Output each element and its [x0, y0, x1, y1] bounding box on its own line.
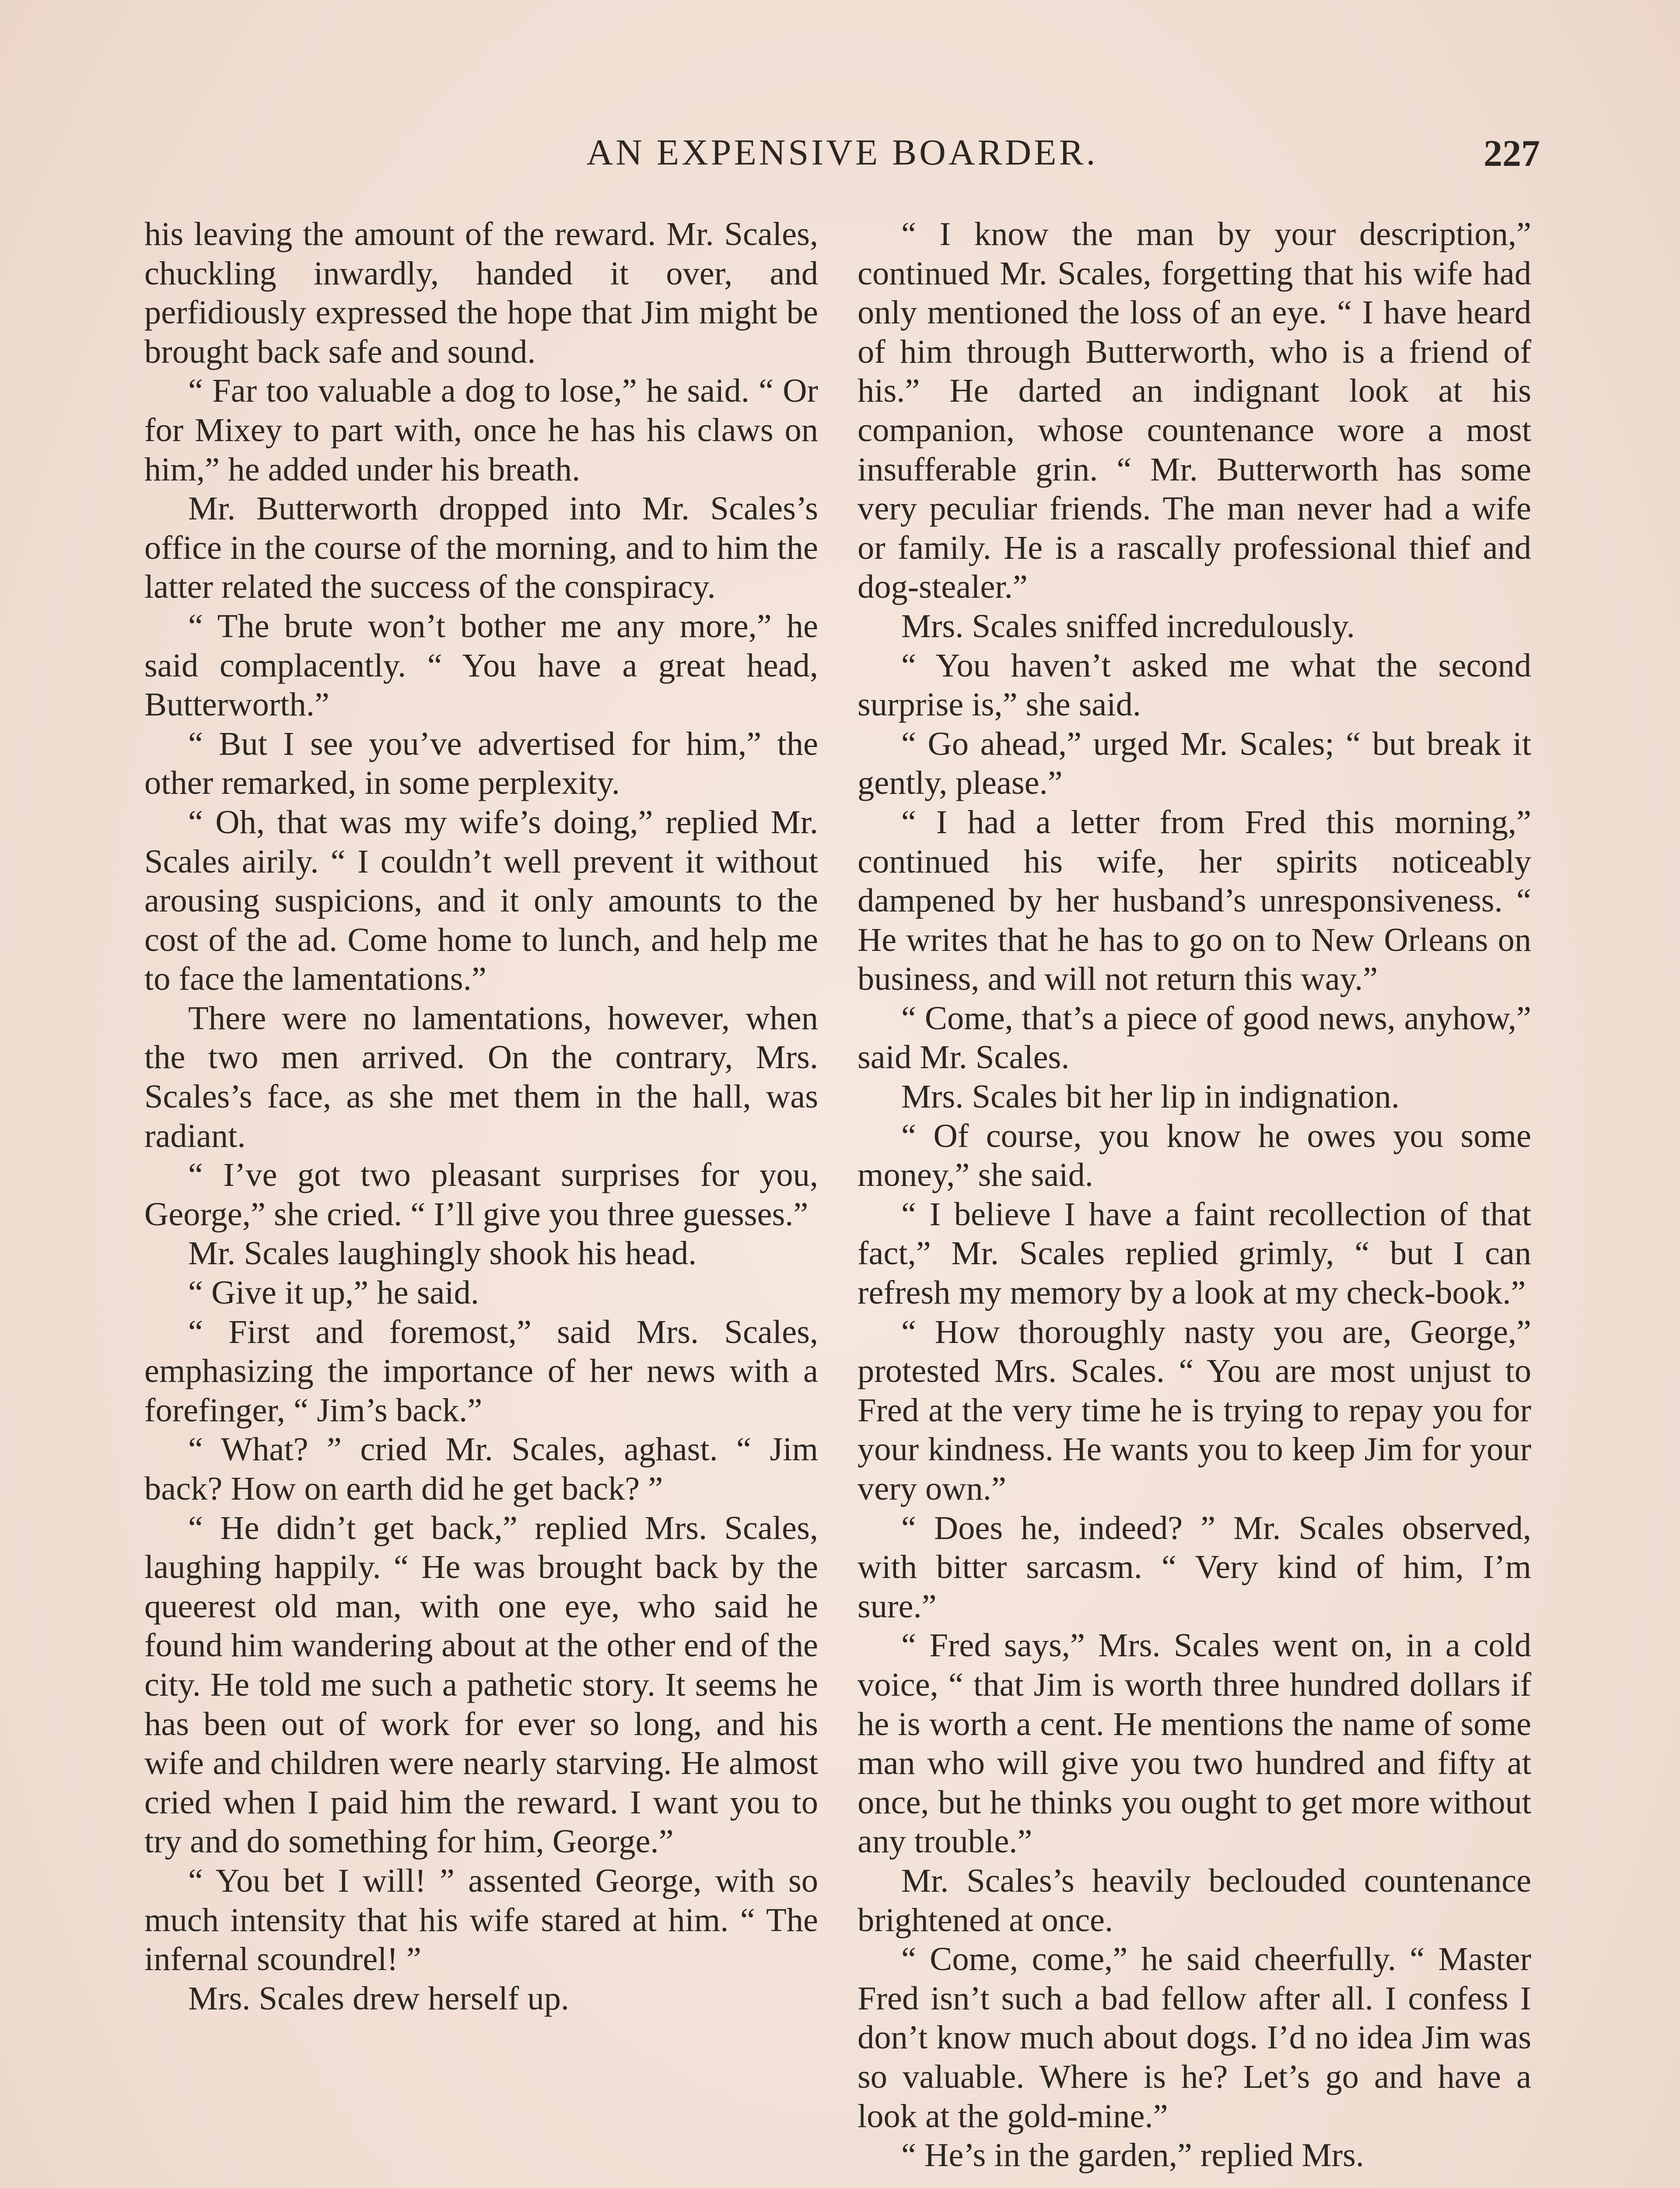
- paragraph: “ You bet I will! ” assented George, with so much intensity that his wife stared at him. “ The infernal scoundrel! ”: [144, 1862, 818, 1978]
- paragraph: “ Fred says,” Mrs. Scales went on, in a cold voice, “ that Jim is worth three hundred dollars if he is worth a cent. He mentions the name of some man who will give you two hundred and fifty at once, but he thinks you ought to get more without any trouble.”: [858, 1627, 1531, 1860]
- paragraph: Mrs. Scales drew herself up.: [188, 1979, 570, 2017]
- paragraph: Mrs. Scales bit her lip in indignation.: [901, 1078, 1400, 1115]
- paragraph: “ First and foremost,” said Mrs. Scales, emphasizing the importance of her news with a forefinger, “ Jim’s back.”: [144, 1313, 818, 1429]
- right-column: [858, 214, 1531, 2175]
- paragraph: “ Give it up,” he said.: [188, 1274, 479, 1311]
- paragraph: “ I had a letter from Fred this morning,” continued his wife, her spirits noticeably dampened by her husband’s unresponsiveness. “ He writes that he has to go on to New Orleans on business, and will not return this way.”: [858, 803, 1531, 998]
- paragraph: “ The brute won’t bother me any more,” he said complacently. “ You have a great head, Butterworth.”: [144, 607, 818, 723]
- paragraph: Mrs. Scales sniffed incredulously.: [901, 607, 1355, 645]
- paragraph: “ Oh, that was my wife’s doing,” replied Mr. Scales airily. “ I couldn’t well prevent it without arousing suspicions, and it only amounts to the cost of the ad. Come home to lunch, and help me to face the lamentations.”: [144, 803, 818, 998]
- paragraph: “ Come, come,” he said cheerfully. “ Master Fred isn’t such a bad fellow after all. I confess I don’t know much about dogs. I’d no idea Jim was so valuable. Where is he? Let’s go and have a look at the gold-mine.”: [858, 1940, 1531, 2135]
- paragraph: “ But I see you’ve advertised for him,” the other remarked, in some perplexity.: [144, 725, 818, 802]
- paragraph: “ I believe I have a faint recollection of that fact,” Mr. Scales replied grimly, “ but I can refresh my memory by a look at my check-book.”: [858, 1195, 1531, 1311]
- paragraph: Mr. Scales laughingly shook his head.: [188, 1234, 697, 1272]
- paragraph: “ I know the man by your description,” continued Mr. Scales, forgetting that his wife had only mentioned the loss of an eye. “ I have heard of him through Butterworth, who is a friend of his.” He darted an indignant look at his companion, whose countenance wore a most insufferable grin. “ Mr. Butterworth has some very peculiar friends. The man never had a wife or family. He is a rascally professional thief and dog-stealer.”: [858, 215, 1531, 606]
- paragraph: “ He didn’t get back,” replied Mrs. Scales, laughing happily. “ He was brought back by the queerest old man, with one eye, who said he found him wandering about at the other end of the city. He told me such a pathetic story. It seems he has been out of work for ever so long, and his wife and children were nearly starving. He almost cried when I paid him the reward. I want you to try and do something for him, George.”: [144, 1509, 818, 1860]
- paragraph: There were no lamentations, however, when the two men arrived. On the contrary, Mrs. Scales’s face, as she met them in the hall, was radiant.: [144, 999, 818, 1154]
- running-header: [144, 131, 1540, 179]
- paragraph: “ Far too valuable a dog to lose,” he said. “ Or for Mixey to part with, once he has his claws on him,” he added under his breath.: [144, 372, 818, 488]
- paragraph: “ Go ahead,” urged Mr. Scales; “ but break it gently, please.”: [858, 725, 1531, 802]
- paragraph: “ How thoroughly nasty you are, George,” protested Mrs. Scales. “ You are most unjust to Fred at the very time he is trying to repay you for your kindness. He wants you to keep Jim for your very own.”: [858, 1313, 1531, 1507]
- left-column: [144, 214, 818, 2018]
- paragraph: Mr. Butterworth dropped into Mr. Scales’s office in the course of the morning, and to him the latter related the success of the conspiracy.: [144, 490, 818, 606]
- page-number: 227: [1484, 132, 1540, 174]
- paragraph: “ He’s in the garden,” replied Mrs.: [901, 2136, 1364, 2174]
- paragraph: Mr. Scales’s heavily beclouded countenance brightened at once.: [858, 1862, 1531, 1939]
- paragraph: “ Does he, indeed? ” Mr. Scales observed, with bitter sarcasm. “ Very kind of him, I’m sure.”: [858, 1509, 1531, 1625]
- paragraph: “ What? ” cried Mr. Scales, aghast. “ Jim back? How on earth did he get back? ”: [144, 1431, 818, 1507]
- paragraph: “ Of course, you know he owes you some money,” she said.: [858, 1117, 1531, 1194]
- paragraph: “ Come, that’s a piece of good news, anyhow,” said Mr. Scales.: [858, 999, 1531, 1076]
- paragraph: his leaving the amount of the reward. Mr. Scales, chuckling inwardly, handed it over, and perfidiously expressed the hope that Jim might be brought back safe and sound.: [144, 215, 818, 370]
- paragraph: “ I’ve got two pleasant surprises for you, George,” she cried. “ I’ll give you three guesses.”: [144, 1156, 818, 1233]
- paragraph: “ You haven’t asked me what the second surprise is,” she said.: [858, 646, 1531, 723]
- running-title: AN EXPENSIVE BOARDER.: [586, 132, 1098, 173]
